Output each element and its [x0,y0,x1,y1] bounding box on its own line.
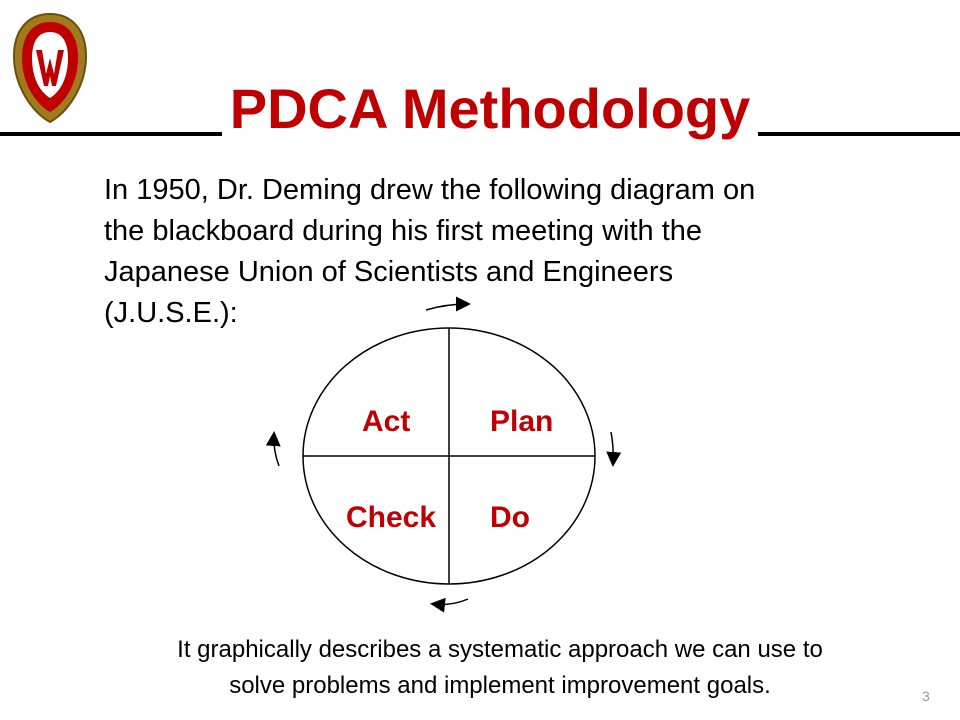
intro-line-3: Japanese Union of Scientists and Engineers [104,256,674,288]
page-number: 3 [922,688,930,704]
quadrant-do: Do [490,501,530,534]
footer-line-2: solve problems and implement improvement goals. [229,672,771,699]
quadrant-plan: Plan [490,405,554,438]
page-title [0,74,960,144]
arrow-left-icon [274,434,279,466]
arrow-bottom-icon [433,599,468,604]
page-title-text: PDCA Methodology [222,77,759,140]
intro-line-4: (J.U.S.E.): [104,297,238,329]
arrow-right-icon [611,432,613,464]
quadrant-check: Check [346,501,437,534]
pdca-circle [303,328,595,584]
intro-line-1: In 1950, Dr. Deming drew the following diagram on [104,174,756,206]
intro-paragraph [104,170,904,334]
quadrant-act: Act [362,405,411,438]
footer-line-1: It graphically describes a systematic approach we can use to [177,636,823,663]
footer-paragraph [80,632,920,704]
intro-line-2: the blackboard during his first meeting with the [104,215,703,247]
